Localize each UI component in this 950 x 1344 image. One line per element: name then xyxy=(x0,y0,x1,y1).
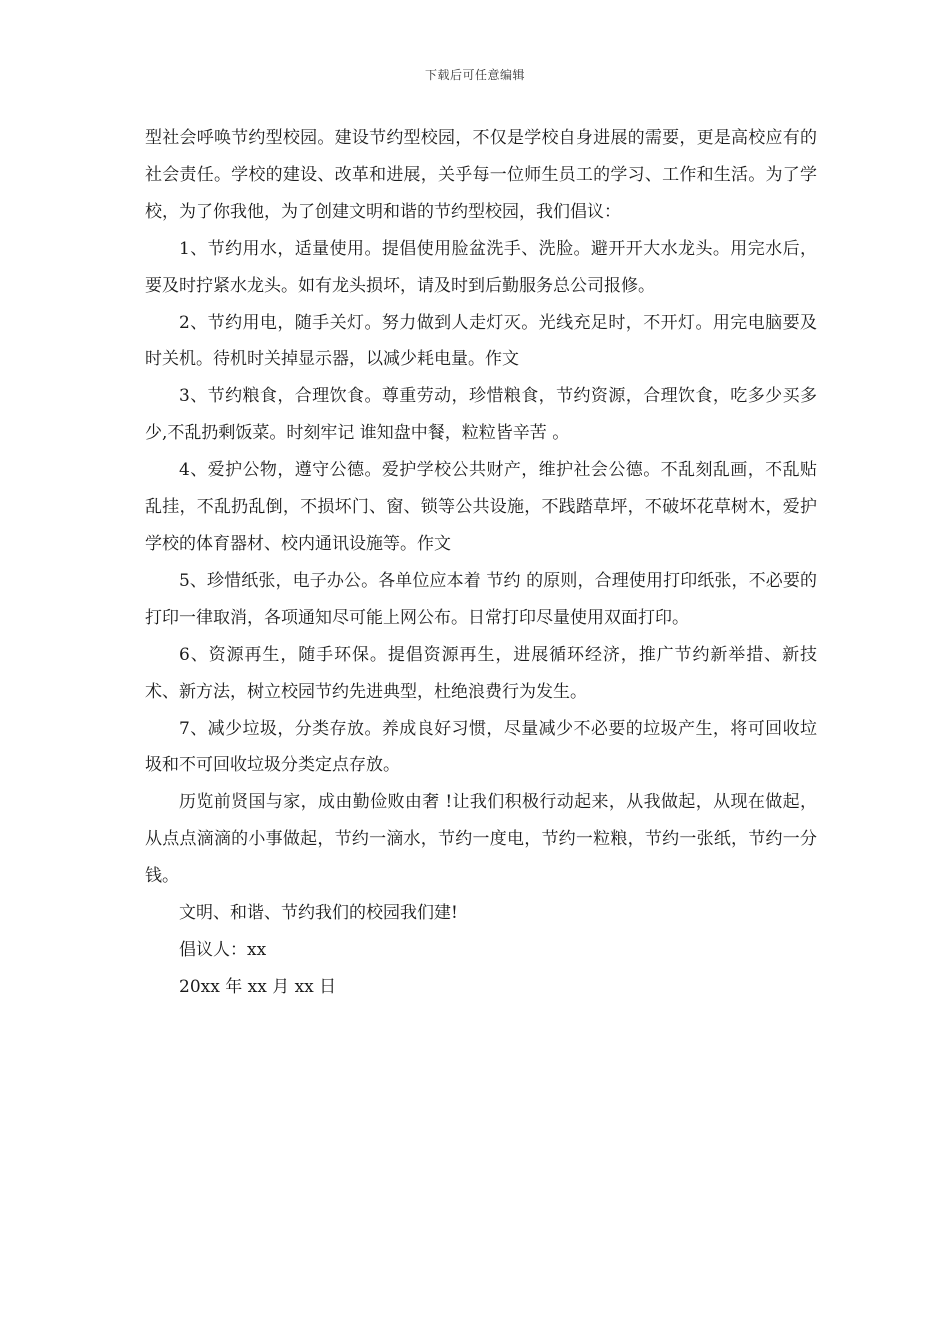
date-line: 20xx 年 xx 月 xx 日 xyxy=(179,976,337,997)
proposal-item-2: 2、节约用电，随手关灯。努力做到人走灯灭。光线充足时，不开灯。用完电脑要及时关机。待机时关掉显示器，以减少耗电量。作文 xyxy=(145,312,817,370)
page-header: 下载后可任意编辑 xyxy=(424,68,525,82)
proposal-item-7: 7、减少垃圾，分类存放。养成良好习惯，尽量减少不必要的垃圾产生，将可回收垃圾和不可回收垃圾分类定点存放。 xyxy=(145,718,817,776)
proposal-item-5: 5、珍惜纸张，电子办公。各单位应本着 节约 的原则，合理使用打印纸张，不必要的打印一律取消，各项通知尽可能上网公布。日常打印尽量使用双面打印。 xyxy=(145,570,817,628)
slogan-line: 文明、和谐、节约我们的校园我们建! xyxy=(179,903,458,924)
signature-line: 倡议人：xx xyxy=(179,939,267,960)
intro-paragraph: 型社会呼唤节约型校园。建设节约型校园，不仅是学校自身进展的需要，更是高校应有的社会责任。学校的建设、改革和进展，关乎每一位师生员工的学习、工作和生活。为了学校，为了你我他，为了创建文明和谐的节约型校园，我们倡议： xyxy=(145,128,817,222)
document-body xyxy=(145,120,817,1006)
proposal-item-3: 3、节约粮食，合理饮食。尊重劳动，珍惜粮食，节约资源，合理饮食，吃多少买多少,不乱扔剩饭菜。时刻牢记 谁知盘中餐，粒粒皆辛苦 。 xyxy=(145,386,817,444)
closing-paragraph: 历览前贤国与家，成由勤俭败由奢 !让我们积极行动起来，从我做起，从现在做起，从点点滴滴的小事做起，节约一滴水，节约一度电，节约一粒粮，节约一张纸，节约一分钱。 xyxy=(145,792,817,887)
proposal-item-4: 4、爱护公物，遵守公德。爱护学校公共财产，维护社会公德。不乱刻乱画，不乱贴乱挂，不乱扔乱倒，不损坏门、窗、锁等公共设施，不践踏草坪，不破坏花草树木，爱护学校的体育器材、校内通讯设施等。作文 xyxy=(145,460,817,554)
proposal-item-6: 6、资源再生，随手环保。提倡资源再生，进展循环经济，推广节约新举措、新技术、新方法，树立校园节约先进典型，杜绝浪费行为发生。 xyxy=(145,644,817,702)
proposal-item-1: 1、节约用水，适量使用。提倡使用脸盆洗手、洗脸。避开开大水龙头。用完水后，要及时拧紧水龙头。如有龙头损坏，请及时到后勤服务总公司报修。 xyxy=(145,238,817,296)
